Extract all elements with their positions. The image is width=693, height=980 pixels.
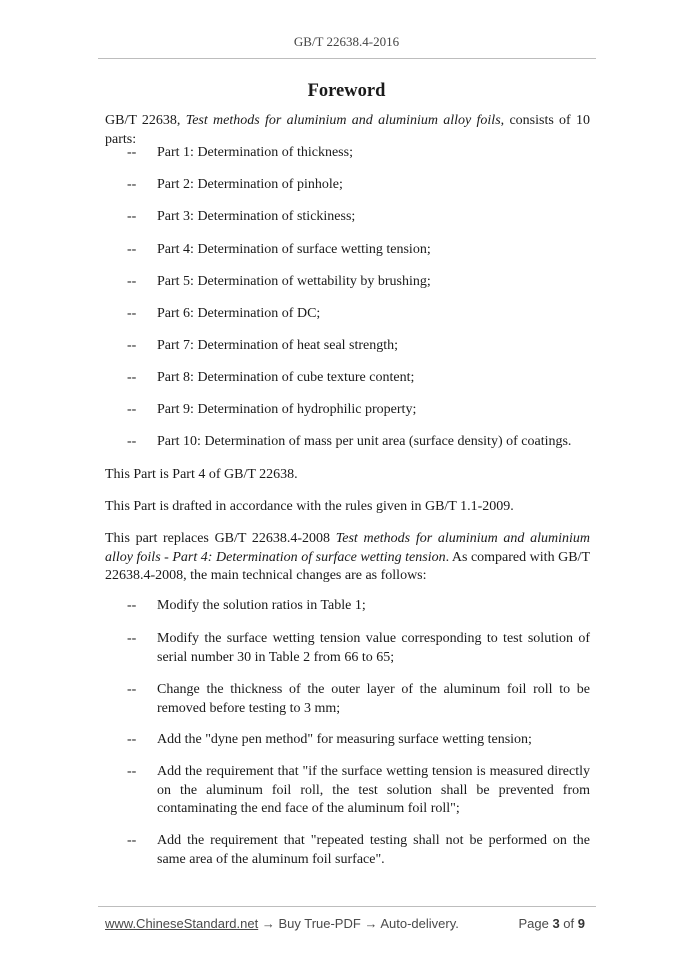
- arrow-right-icon: →: [261, 916, 275, 931]
- part-text: Part 10: Determination of mass per unit area (surface density) of coatings.: [157, 434, 572, 449]
- replaces-paragraph: [105, 530, 590, 586]
- list-dash: --: [127, 306, 137, 321]
- part-text: Part 2: Determination of pinhole;: [157, 177, 343, 192]
- list-dash: --: [127, 402, 137, 417]
- current-page-number: 3: [552, 916, 560, 931]
- list-dash: --: [127, 598, 137, 613]
- list-dash: --: [127, 434, 137, 449]
- footer-divider: [98, 906, 596, 907]
- list-dash: --: [127, 631, 137, 646]
- replaces-suffix: . As compared with GB/T 22638.4-2008, the main technical changes are as follows:: [105, 549, 591, 583]
- intro-series-title: Test methods for aluminium and aluminium alloy foils: [185, 113, 501, 128]
- document-code-header: GB/T 22638.4-2016: [293, 34, 400, 49]
- intro-prefix: GB/T 22638,: [105, 113, 186, 128]
- page-number-indicator: [518, 916, 585, 931]
- list-dash: --: [127, 177, 137, 192]
- change-text: Modify the solution ratios in Table 1;: [157, 598, 366, 613]
- of-label: of: [563, 916, 575, 931]
- arrow-right-icon: →: [364, 916, 378, 931]
- part-statement: This Part is Part 4 of GB/T 22638.: [105, 467, 298, 482]
- change-text: Modify the surface wetting tension value corresponding to test solution of serial number 30 in Table 2 from 66 to 65;: [157, 631, 590, 665]
- list-dash: --: [127, 242, 137, 257]
- header-divider: [98, 58, 596, 59]
- change-text: Add the requirement that "if the surface wetting tension is measured directly on the aluminum foil roll, the test solution shall be prevented from contaminating the end face of the aluminum foil roll";: [157, 764, 590, 816]
- part-text: Part 7: Determination of heat seal strength;: [157, 338, 399, 353]
- list-dash: --: [127, 764, 137, 779]
- buy-pdf-text: Buy True-PDF: [278, 916, 361, 931]
- list-dash: --: [127, 682, 137, 697]
- part-text: Part 3: Determination of stickiness;: [157, 209, 356, 224]
- page-label: Page: [518, 916, 549, 931]
- list-dash: --: [127, 370, 137, 385]
- total-page-count: 9: [577, 916, 585, 931]
- intro-suffix: , consists of 10 parts:: [105, 113, 591, 147]
- part-text: Part 5: Determination of wettability by brushing;: [157, 274, 431, 289]
- list-dash: --: [127, 732, 137, 747]
- website-link[interactable]: www.ChineseStandard.net: [105, 916, 259, 931]
- part-text: Part 6: Determination of DC;: [157, 306, 321, 321]
- part-text: Part 4: Determination of surface wetting tension;: [157, 242, 431, 257]
- change-text: Change the thickness of the outer layer of the aluminum foil roll to be removed before testing to 3 mm;: [157, 682, 590, 716]
- list-dash: --: [127, 338, 137, 353]
- replaces-italic-title: Test methods for aluminium and aluminium alloy foils - Part 4: Determination of surface wetting tension: [105, 531, 590, 565]
- list-dash: --: [127, 833, 137, 848]
- part-text: Part 8: Determination of cube texture content;: [157, 370, 415, 385]
- replaces-prefix: This part replaces GB/T 22638.4-2008: [105, 531, 336, 546]
- auto-delivery-text: Auto-delivery.: [380, 916, 459, 931]
- part-text: Part 1: Determination of thickness;: [157, 145, 353, 160]
- drafting-statement: This Part is drafted in accordance with the rules given in GB/T 1.1-2009.: [105, 499, 514, 514]
- page-title: Foreword: [307, 81, 386, 101]
- list-dash: --: [127, 274, 137, 289]
- list-dash: --: [127, 209, 137, 224]
- list-dash: --: [127, 145, 137, 160]
- change-text: Add the requirement that "repeated testing shall not be performed on the same area of the aluminum foil surface".: [157, 833, 590, 867]
- part-text: Part 9: Determination of hydrophilic property;: [157, 402, 417, 417]
- change-text: Add the "dyne pen method" for measuring surface wetting tension;: [157, 732, 532, 747]
- page-footer: [105, 916, 590, 931]
